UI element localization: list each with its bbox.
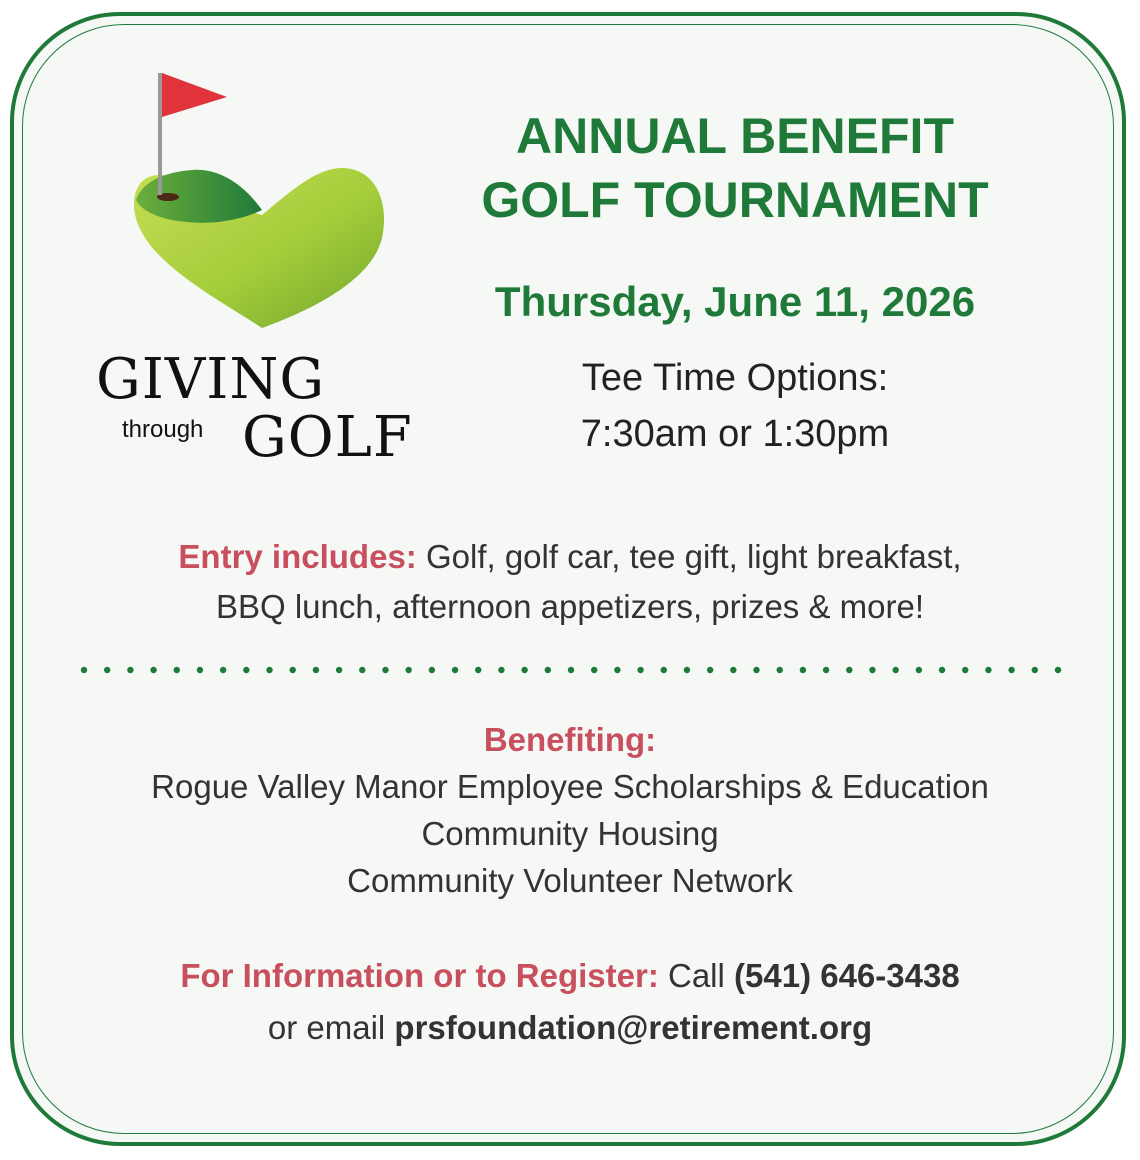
divider-dot bbox=[521, 667, 527, 673]
divider-dot bbox=[939, 667, 945, 673]
entry-line-1 bbox=[40, 532, 1100, 582]
tee-line-2: 7:30am or 1:30pm bbox=[580, 413, 890, 455]
divider-dot bbox=[174, 667, 180, 673]
phone-number[interactable]: (541) 646-3438 bbox=[734, 957, 960, 994]
divider-dot bbox=[1032, 667, 1038, 673]
divider-dot bbox=[707, 667, 713, 673]
divider-dot bbox=[614, 667, 620, 673]
dotted-divider bbox=[78, 664, 1064, 676]
benefiting-item: Rogue Valley Manor Employee Scholarships & Education bbox=[151, 768, 989, 805]
benefiting-item: Community Volunteer Network bbox=[347, 862, 793, 899]
title-line-2: GOLF TOURNAMENT bbox=[481, 172, 989, 228]
flag bbox=[162, 73, 227, 117]
email-address[interactable]: prsfoundation@retirement.org bbox=[394, 1009, 873, 1046]
divider-dot bbox=[962, 667, 968, 673]
benefiting-item: Community Housing bbox=[421, 815, 719, 852]
divider-dot bbox=[429, 667, 435, 673]
divider-dot bbox=[243, 667, 249, 673]
divider-dot bbox=[823, 667, 829, 673]
event-title bbox=[430, 104, 1040, 232]
divider-dot bbox=[568, 667, 574, 673]
divider-dot bbox=[382, 667, 388, 673]
divider-dot bbox=[220, 667, 226, 673]
flag-pole bbox=[158, 73, 162, 195]
logo-word-through: through bbox=[122, 416, 204, 443]
divider-dot bbox=[800, 667, 806, 673]
entry-line-2: BBQ lunch, afternoon appetizers, prizes & more! bbox=[215, 588, 925, 625]
divider-dot bbox=[545, 667, 551, 673]
entry-text-1: Golf, golf car, tee gift, light breakfast, bbox=[425, 538, 962, 575]
divider-dot bbox=[661, 667, 667, 673]
divider-dot bbox=[313, 667, 319, 673]
divider-dot bbox=[197, 667, 203, 673]
entry-label: Entry includes: bbox=[178, 538, 417, 575]
divider-dot bbox=[127, 667, 133, 673]
divider-dot bbox=[1055, 667, 1061, 673]
contact-section bbox=[40, 950, 1100, 1054]
divider-dot bbox=[730, 667, 736, 673]
divider-dot bbox=[81, 667, 87, 673]
divider-dot bbox=[266, 667, 272, 673]
divider-dot bbox=[892, 667, 898, 673]
divider-dot bbox=[359, 667, 365, 673]
register-label: For Information or to Register: bbox=[180, 957, 659, 994]
divider-dot bbox=[869, 667, 875, 673]
logo-word-giving: GIVING bbox=[96, 347, 326, 412]
divider-dot bbox=[777, 667, 783, 673]
divider-dot bbox=[591, 667, 597, 673]
event-date: Thursday, June 11, 2026 bbox=[494, 278, 976, 325]
tee-time-options bbox=[430, 350, 1040, 462]
tee-line-1: Tee Time Options: bbox=[581, 357, 889, 399]
contact-line-1 bbox=[40, 950, 1100, 1002]
divider-dot bbox=[985, 667, 991, 673]
contact-line-2 bbox=[40, 1002, 1100, 1054]
divider-dot bbox=[684, 667, 690, 673]
divider-dot bbox=[475, 667, 481, 673]
divider-dot bbox=[104, 667, 110, 673]
divider-dot bbox=[290, 667, 296, 673]
divider-dot bbox=[336, 667, 342, 673]
call-text: Call bbox=[667, 957, 725, 994]
divider-dot bbox=[916, 667, 922, 673]
divider-dot bbox=[452, 667, 458, 673]
divider-dot bbox=[405, 667, 411, 673]
divider-dot bbox=[150, 667, 156, 673]
divider-dot bbox=[846, 667, 852, 673]
divider-dot bbox=[498, 667, 504, 673]
title-line-1: ANNUAL BENEFIT bbox=[516, 108, 954, 164]
email-text: or email bbox=[267, 1009, 386, 1046]
entry-includes bbox=[40, 532, 1100, 632]
benefiting-title: Benefiting: bbox=[483, 721, 657, 758]
divider-dot bbox=[1008, 667, 1014, 673]
divider-dot bbox=[637, 667, 643, 673]
benefiting-section bbox=[40, 716, 1100, 904]
divider-dot bbox=[753, 667, 759, 673]
logo-word-golf: GOLF bbox=[242, 405, 413, 470]
